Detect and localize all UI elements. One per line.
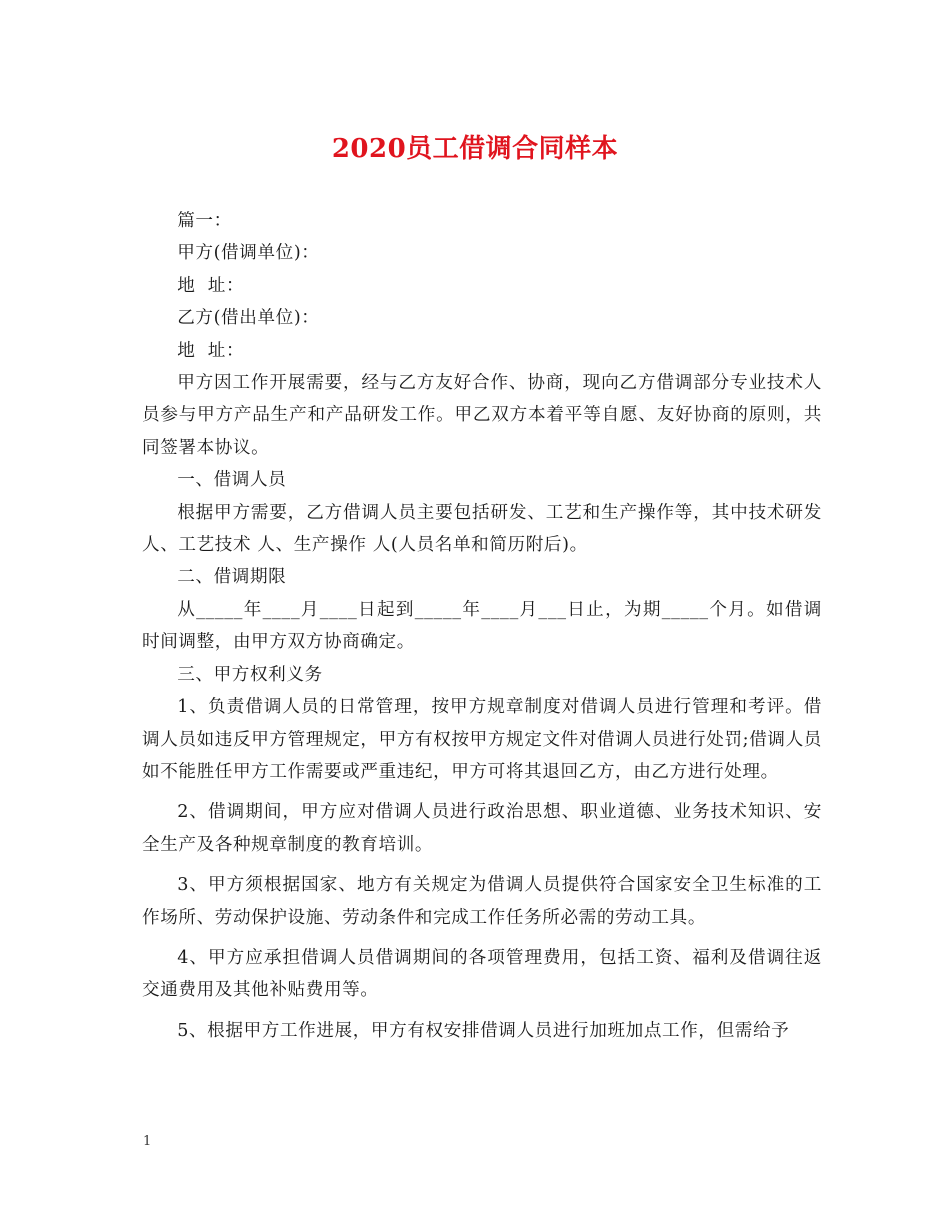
heading-secondment-period: 二、借调期限 bbox=[177, 567, 287, 588]
page-number: 1 bbox=[143, 1134, 152, 1149]
paragraph-clause-5: 5、根据甲方工作进展，甲方有权安排借调人员进行加班加点工作，但需给予 bbox=[177, 1020, 790, 1041]
paragraph-section-label: 篇一： bbox=[177, 211, 232, 231]
paragraph-preamble: 甲方因工作开展需要，经与乙方友好合作、协商，现向乙方借调部分专业技术人员参与甲方产品生产和产品研发工作。甲乙双方本着平等自愿、友好协商的原则，共同签署本协议。 bbox=[142, 373, 822, 458]
heading-party-a-rights: 三、甲方权利义务 bbox=[177, 664, 323, 685]
paragraph-party-a-address: 地 址： bbox=[177, 275, 245, 296]
document-body bbox=[142, 205, 829, 1047]
heading-seconded-staff: 一、借调人员 bbox=[177, 470, 287, 491]
paragraph-secondment-period: 从_____年____月____日起到_____年____月___日止，为期_____个月。如借调时间调整，由甲方双方协商确定。 bbox=[142, 599, 822, 653]
paragraph-party-a: 甲方(借调单位)： bbox=[177, 243, 320, 264]
paragraph-party-b-address: 地 址： bbox=[177, 340, 245, 361]
paragraph-clause-2: 2、借调期间，甲方应对借调人员进行政治思想、职业道德、业务技术知识、安全生产及各种规章制度的教育培训。 bbox=[142, 802, 822, 855]
document-title: 2020员工借调合同样本 bbox=[331, 134, 619, 164]
paragraph-seconded-staff: 根据甲方需要，乙方借调人员主要包括研发、工艺和生产操作等，其中技术研发 人、工艺技术 人、生产操作 人(人员名单和简历附后)。 bbox=[142, 502, 829, 556]
paragraph-clause-1: 1、负责借调人员的日常管理，按甲方规章制度对借调人员进行管理和考评。借调人员如违反甲方管理规定，甲方有权按甲方规定文件对借调人员进行处罚;借调人员如不能胜任甲方工作需要或严重违纪，甲方可将其退回乙方，由乙方进行处理。 bbox=[142, 697, 822, 782]
paragraph-party-b: 乙方(借出单位)： bbox=[177, 308, 320, 329]
paragraph-clause-3: 3、甲方须根据国家、地方有关规定为借调人员提供符合国家安全卫生标准的工作场所、劳动保护设施、劳动条件和完成工作任务所必需的劳动工具。 bbox=[142, 875, 822, 928]
paragraph-clause-4: 4、甲方应承担借调人员借调期间的各项管理费用，包括工资、福利及借调往返交通费用及其他补贴费用等。 bbox=[142, 947, 822, 1001]
